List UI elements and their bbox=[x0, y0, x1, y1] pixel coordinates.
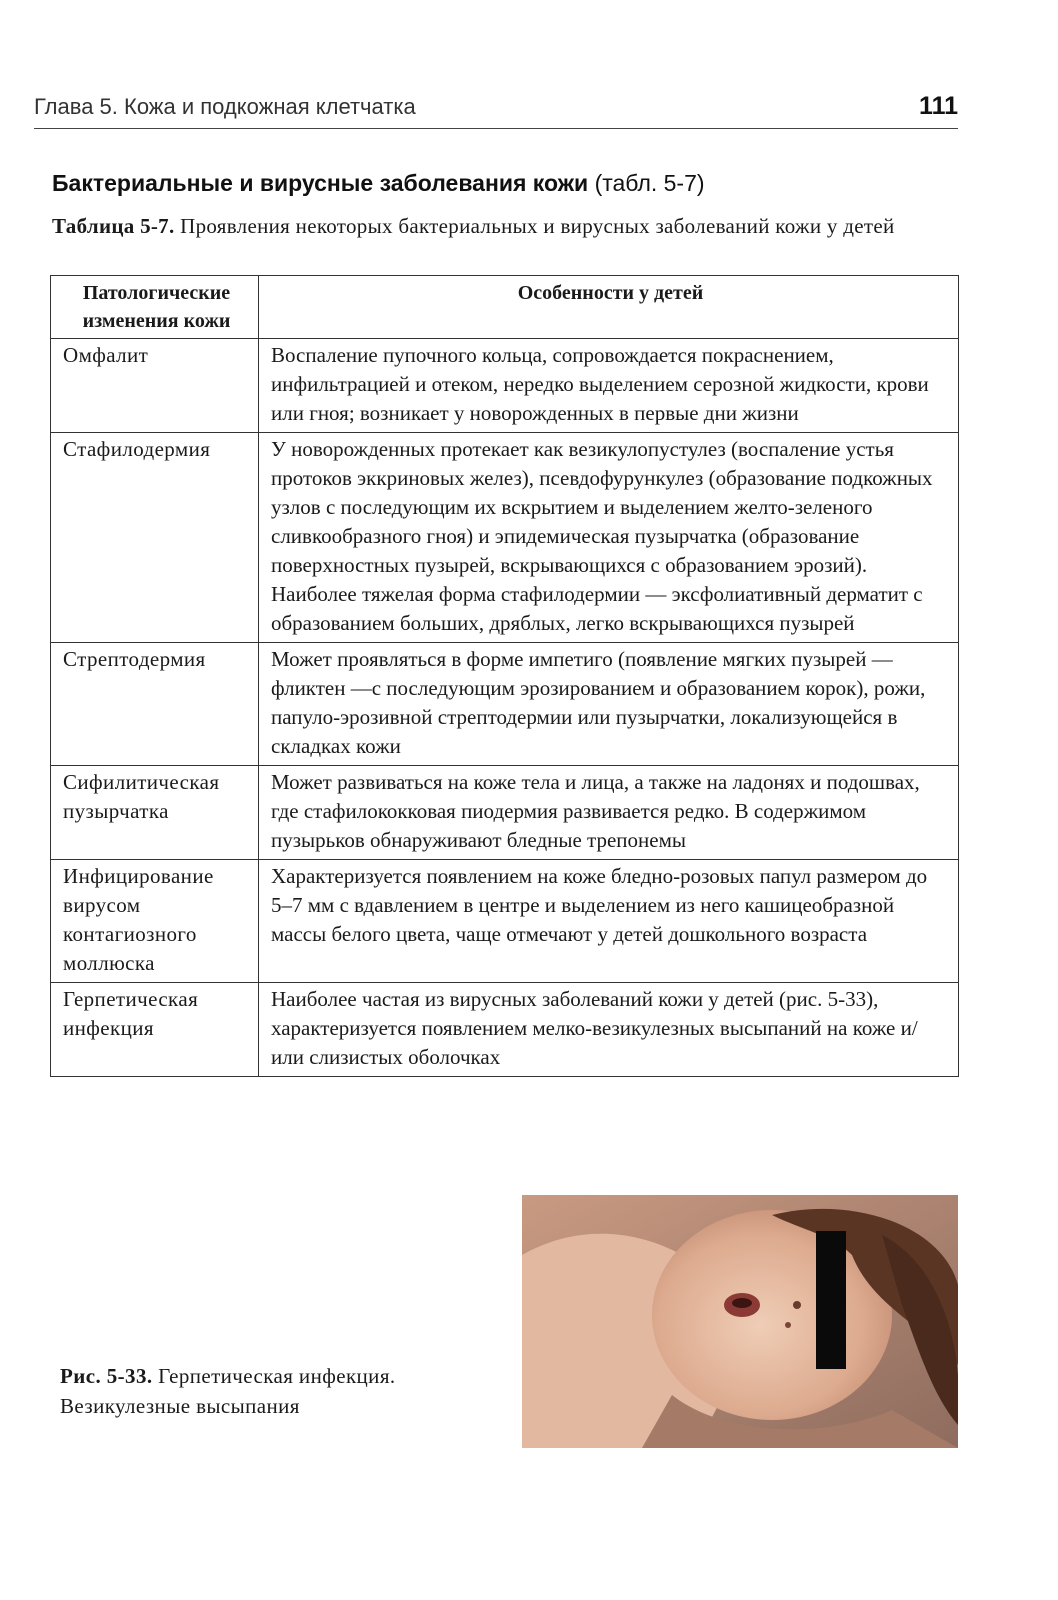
row-name: Инфицирование вирусом контагиозного моллюска bbox=[51, 860, 259, 983]
table-row bbox=[51, 339, 959, 433]
row-description: Воспаление пупочного кольца, сопровождается покраснением, инфильтрацией и отеком, нередко выделением серозной жидкости, крови или гноя; возникает у новорожденных в первые дни жизни bbox=[259, 339, 959, 433]
table-row bbox=[51, 860, 959, 983]
row-description: Характеризуется появлением на коже бледно-розовых папул размером до 5–7 мм с вдавлением в центре и выделением из него кашицеобразной массы белого цвета, чаще отмечают у детей дошкольного возраста bbox=[259, 860, 959, 983]
figure-caption bbox=[60, 1361, 480, 1421]
running-head bbox=[34, 92, 958, 129]
skin-diseases-table bbox=[50, 275, 959, 1077]
figure-caption-text: Герпетическая инфекция. Везикулезные высыпания bbox=[60, 1364, 396, 1418]
table-row bbox=[51, 766, 959, 860]
chapter-title: Глава 5. Кожа и подкожная клетчатка bbox=[34, 94, 416, 119]
section-heading-text: Бактериальные и вирусные заболевания кожи bbox=[52, 170, 589, 196]
row-name: Герпетическая инфекция bbox=[51, 983, 259, 1077]
column-header-features: Особенности у детей bbox=[259, 276, 959, 339]
row-description: Наиболее частая из вирусных заболеваний кожи у детей (рис. 5-33), характеризуется появлением мелко-везикулезных высыпаний на коже и/или слизистых оболочках bbox=[259, 983, 959, 1077]
column-header-changes: Патологические изменения кожи bbox=[51, 276, 259, 339]
table-row bbox=[51, 433, 959, 643]
section-heading-ref: (табл. 5-7) bbox=[594, 170, 705, 196]
row-description: У новорожденных протекает как везикулопустулез (воспаление устья протоков эккриновых желез), псевдофурункулез (образование подкожных узлов с последующим их вскрытием и выделением желто-зеленого сливкообразного гноя) и эпидемическая пузырчатка (образование поверхностных пузырей, вскрывающихся с образованием эрозий). Наиболее тяжелая форма стафилодермии — эксфолиативный дерматит с образованием больших, дряблых, легко вскрывающихся пузырей bbox=[259, 433, 959, 643]
table-row bbox=[51, 983, 959, 1077]
page-number: 111 bbox=[919, 92, 958, 120]
child-photo-illustration bbox=[522, 1195, 958, 1448]
row-name: Омфалит bbox=[51, 339, 259, 433]
table-caption-label: Таблица 5-7. bbox=[52, 214, 175, 238]
row-name: Сифилитическая пузырчатка bbox=[51, 766, 259, 860]
table-header-row bbox=[51, 276, 959, 339]
table-caption-text: Проявления некоторых бактериальных и вирусных заболеваний кожи у детей bbox=[180, 214, 895, 238]
row-name: Стафилодермия bbox=[51, 433, 259, 643]
figure-caption-label: Рис. 5-33. bbox=[60, 1364, 153, 1388]
row-description: Может проявляться в форме импетиго (появление мягких пузырей —фликтен —с последующим эрозированием и образованием корок), рожи, папуло-эрозивной стрептодермии или пузырчатки, локализующейся в складках кожи bbox=[259, 643, 959, 766]
section-heading bbox=[52, 170, 705, 197]
row-name: Стрептодермия bbox=[51, 643, 259, 766]
figure-photo bbox=[522, 1195, 958, 1448]
row-description: Может развиваться на коже тела и лица, а также на ладонях и подошвах, где стафилококковая пиодермия развивается редко. В содержимом пузырьков обнаруживают бледные трепонемы bbox=[259, 766, 959, 860]
table-caption bbox=[52, 211, 952, 241]
table-row bbox=[51, 643, 959, 766]
